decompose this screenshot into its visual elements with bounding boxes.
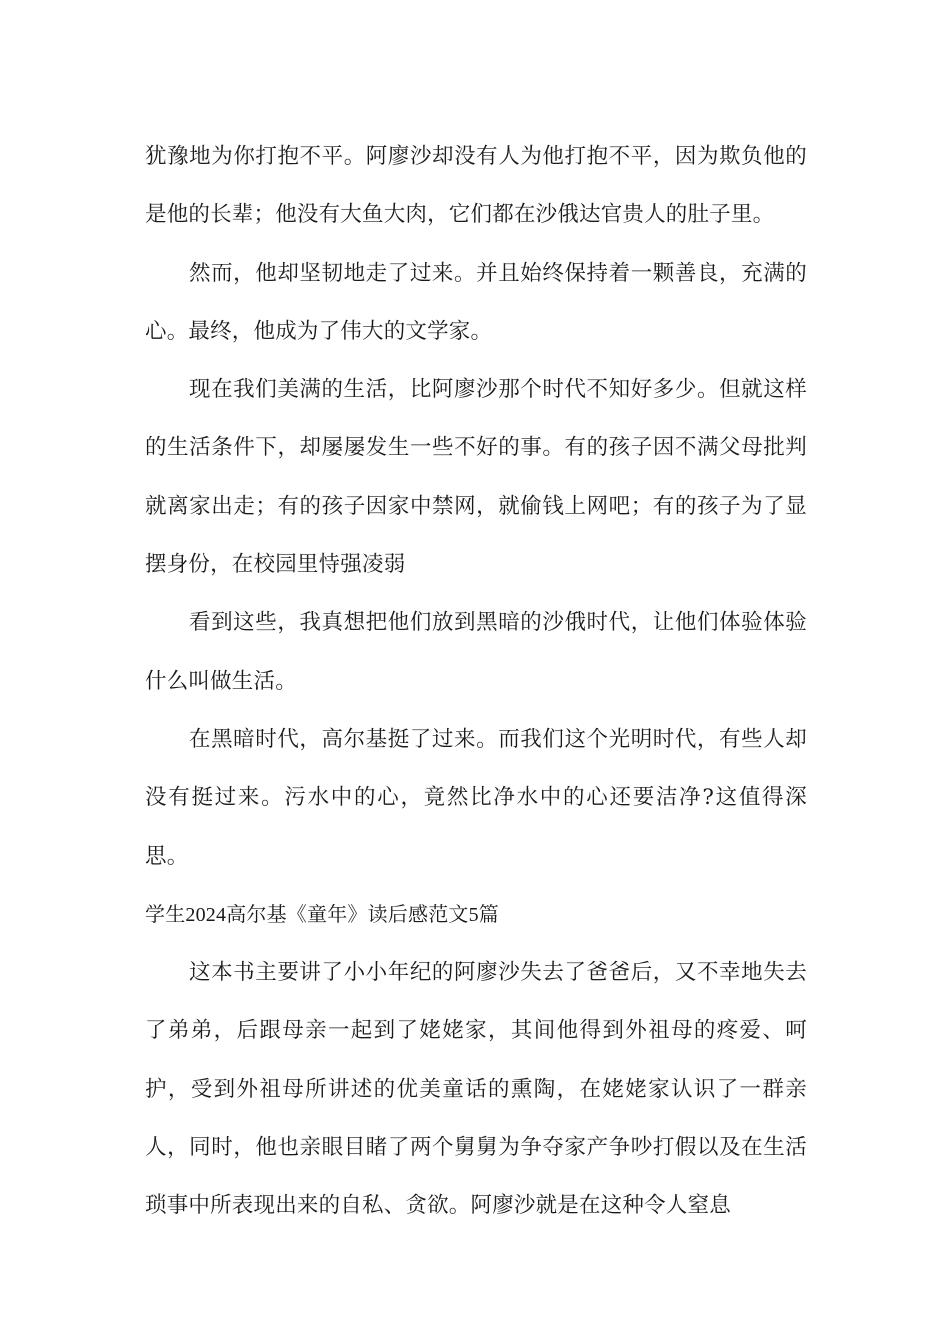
paragraph: 这本书主要讲了小小年纪的阿廖沙失去了爸爸后，又不幸地失去了弟弟，后跟母亲一起到了姥姥家，其间他得到外祖母的疼爱、呵护，受到外祖母所讲述的优美童话的熏陶，在姥姥家认识了一群亲人，同时，他也亲眼目睹了两个舅舅为争夺家产争吵打假以及在生活琐事中所表现出来的自私、贪欲。阿廖沙就是在这种令人窒息 [145, 960, 807, 1219]
paragraph: 在黑暗时代，高尔基挺了过来。而我们这个光明时代，有些人却没有挺过来。污水中的心，竟然比净水中的心还要洁净?这值得深思。 [145, 726, 807, 869]
section-heading: 学生2024高尔基《童年》读后感范文5篇 [145, 903, 499, 926]
paragraph: 然而，他却坚韧地走了过来。并且始终保持着一颗善良，充满的心。最终，他成为了伟大的文学家。 [145, 260, 807, 344]
document-body [145, 128, 807, 1236]
paragraph: 现在我们美满的生活，比阿廖沙那个时代不知好多少。但就这样的生活条件下，却屡屡发生一些不好的事。有的孩子因不满父母批判就离家出走；有的孩子因家中禁网，就偷钱上网吧；有的孩子为了显摆身份，在校园里恃强凌弱 [145, 377, 807, 578]
paragraph-continued: 犹豫地为你打抱不平。阿廖沙却没有人为他打抱不平，因为欺负他的是他的长辈；他没有大鱼大肉，它们都在沙俄达官贵人的肚子里。 [145, 144, 807, 228]
paragraph: 看到这些，我真想把他们放到黑暗的沙俄时代，让他们体验体验什么叫做生活。 [145, 610, 807, 694]
